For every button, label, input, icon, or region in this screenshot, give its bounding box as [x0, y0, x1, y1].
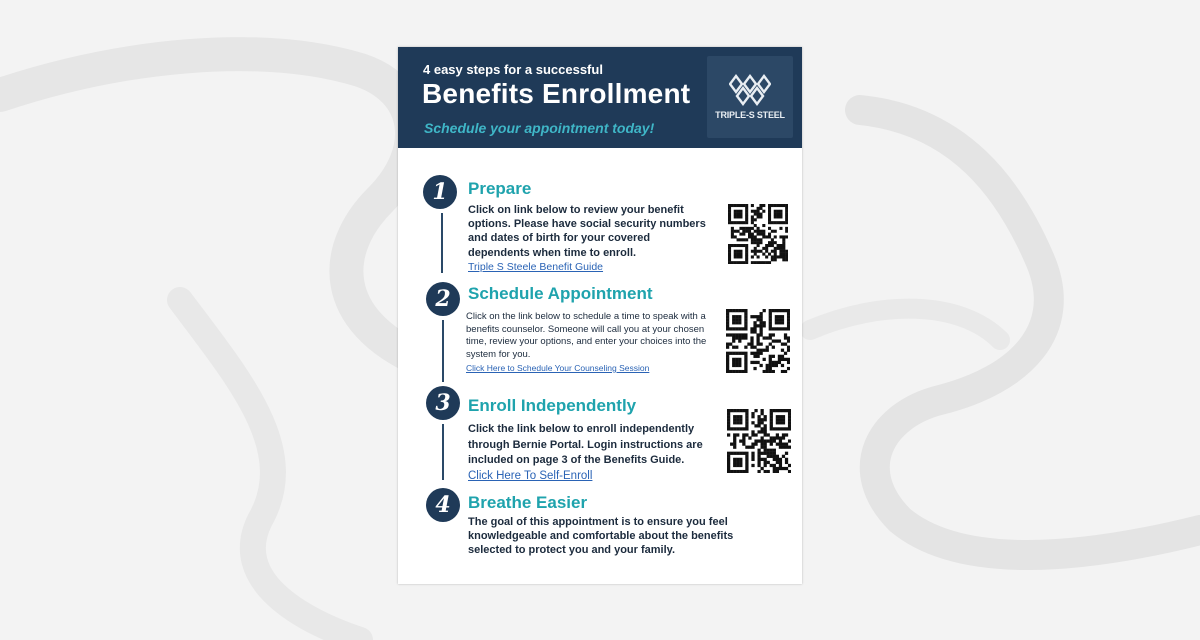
- step-number-3: 3: [426, 386, 460, 420]
- page-title: Benefits Enrollment: [422, 78, 691, 109]
- step-number-1: 1: [423, 175, 457, 209]
- company-logo: [707, 56, 793, 138]
- logo-text: TRIPLE-S STEEL: [715, 110, 785, 120]
- step-body-prepare: Click on link below to review your benefit options. Please have social security numbers and dates of birth for your covered dependents when time to enroll.: [468, 204, 706, 259]
- step-connector: [442, 320, 444, 382]
- enrollment-flyer: [398, 47, 802, 584]
- step-connector: [442, 424, 444, 480]
- self-enroll-link[interactable]: Click Here To Self-Enroll: [468, 470, 593, 482]
- qr-code-icon[interactable]: [727, 409, 791, 473]
- step-title-prepare: Prepare: [468, 179, 532, 198]
- qr-code-icon[interactable]: [726, 309, 790, 373]
- step-number-4: 4: [426, 488, 460, 522]
- step-body-breathe: The goal of this appointment is to ensure you feel knowledgeable and comfortable about the benefits selected to protect you and your family.: [468, 516, 734, 557]
- step-number-2: 2: [426, 282, 460, 316]
- step-title-enroll: Enroll Independently: [468, 396, 637, 415]
- step-title-breathe: Breathe Easier: [468, 493, 588, 512]
- diamond-logo-icon: [729, 74, 771, 108]
- step-connector: [441, 213, 443, 273]
- step-body-schedule: Click on the link below to schedule a time to speak with a benefits counselor. Someone will call you at your chosen time, review your options, and enter your choices into the system for you.: [466, 311, 707, 360]
- header-tagline: Schedule your appointment today!: [424, 120, 655, 136]
- schedule-session-link[interactable]: Click Here to Schedule Your Counseling Session: [466, 363, 650, 373]
- benefit-guide-link[interactable]: Triple S Steele Benefit Guide: [468, 261, 604, 273]
- step-body-enroll: Click the link below to enroll independently through Bernie Portal. Login instructions are included on page 3 of the Benefits Guide.: [468, 423, 703, 466]
- qr-code-icon[interactable]: [728, 204, 788, 264]
- flyer-header: [398, 47, 802, 148]
- header-subtitle: 4 easy steps for a successful: [423, 62, 603, 77]
- step-title-schedule: Schedule Appointment: [468, 284, 653, 303]
